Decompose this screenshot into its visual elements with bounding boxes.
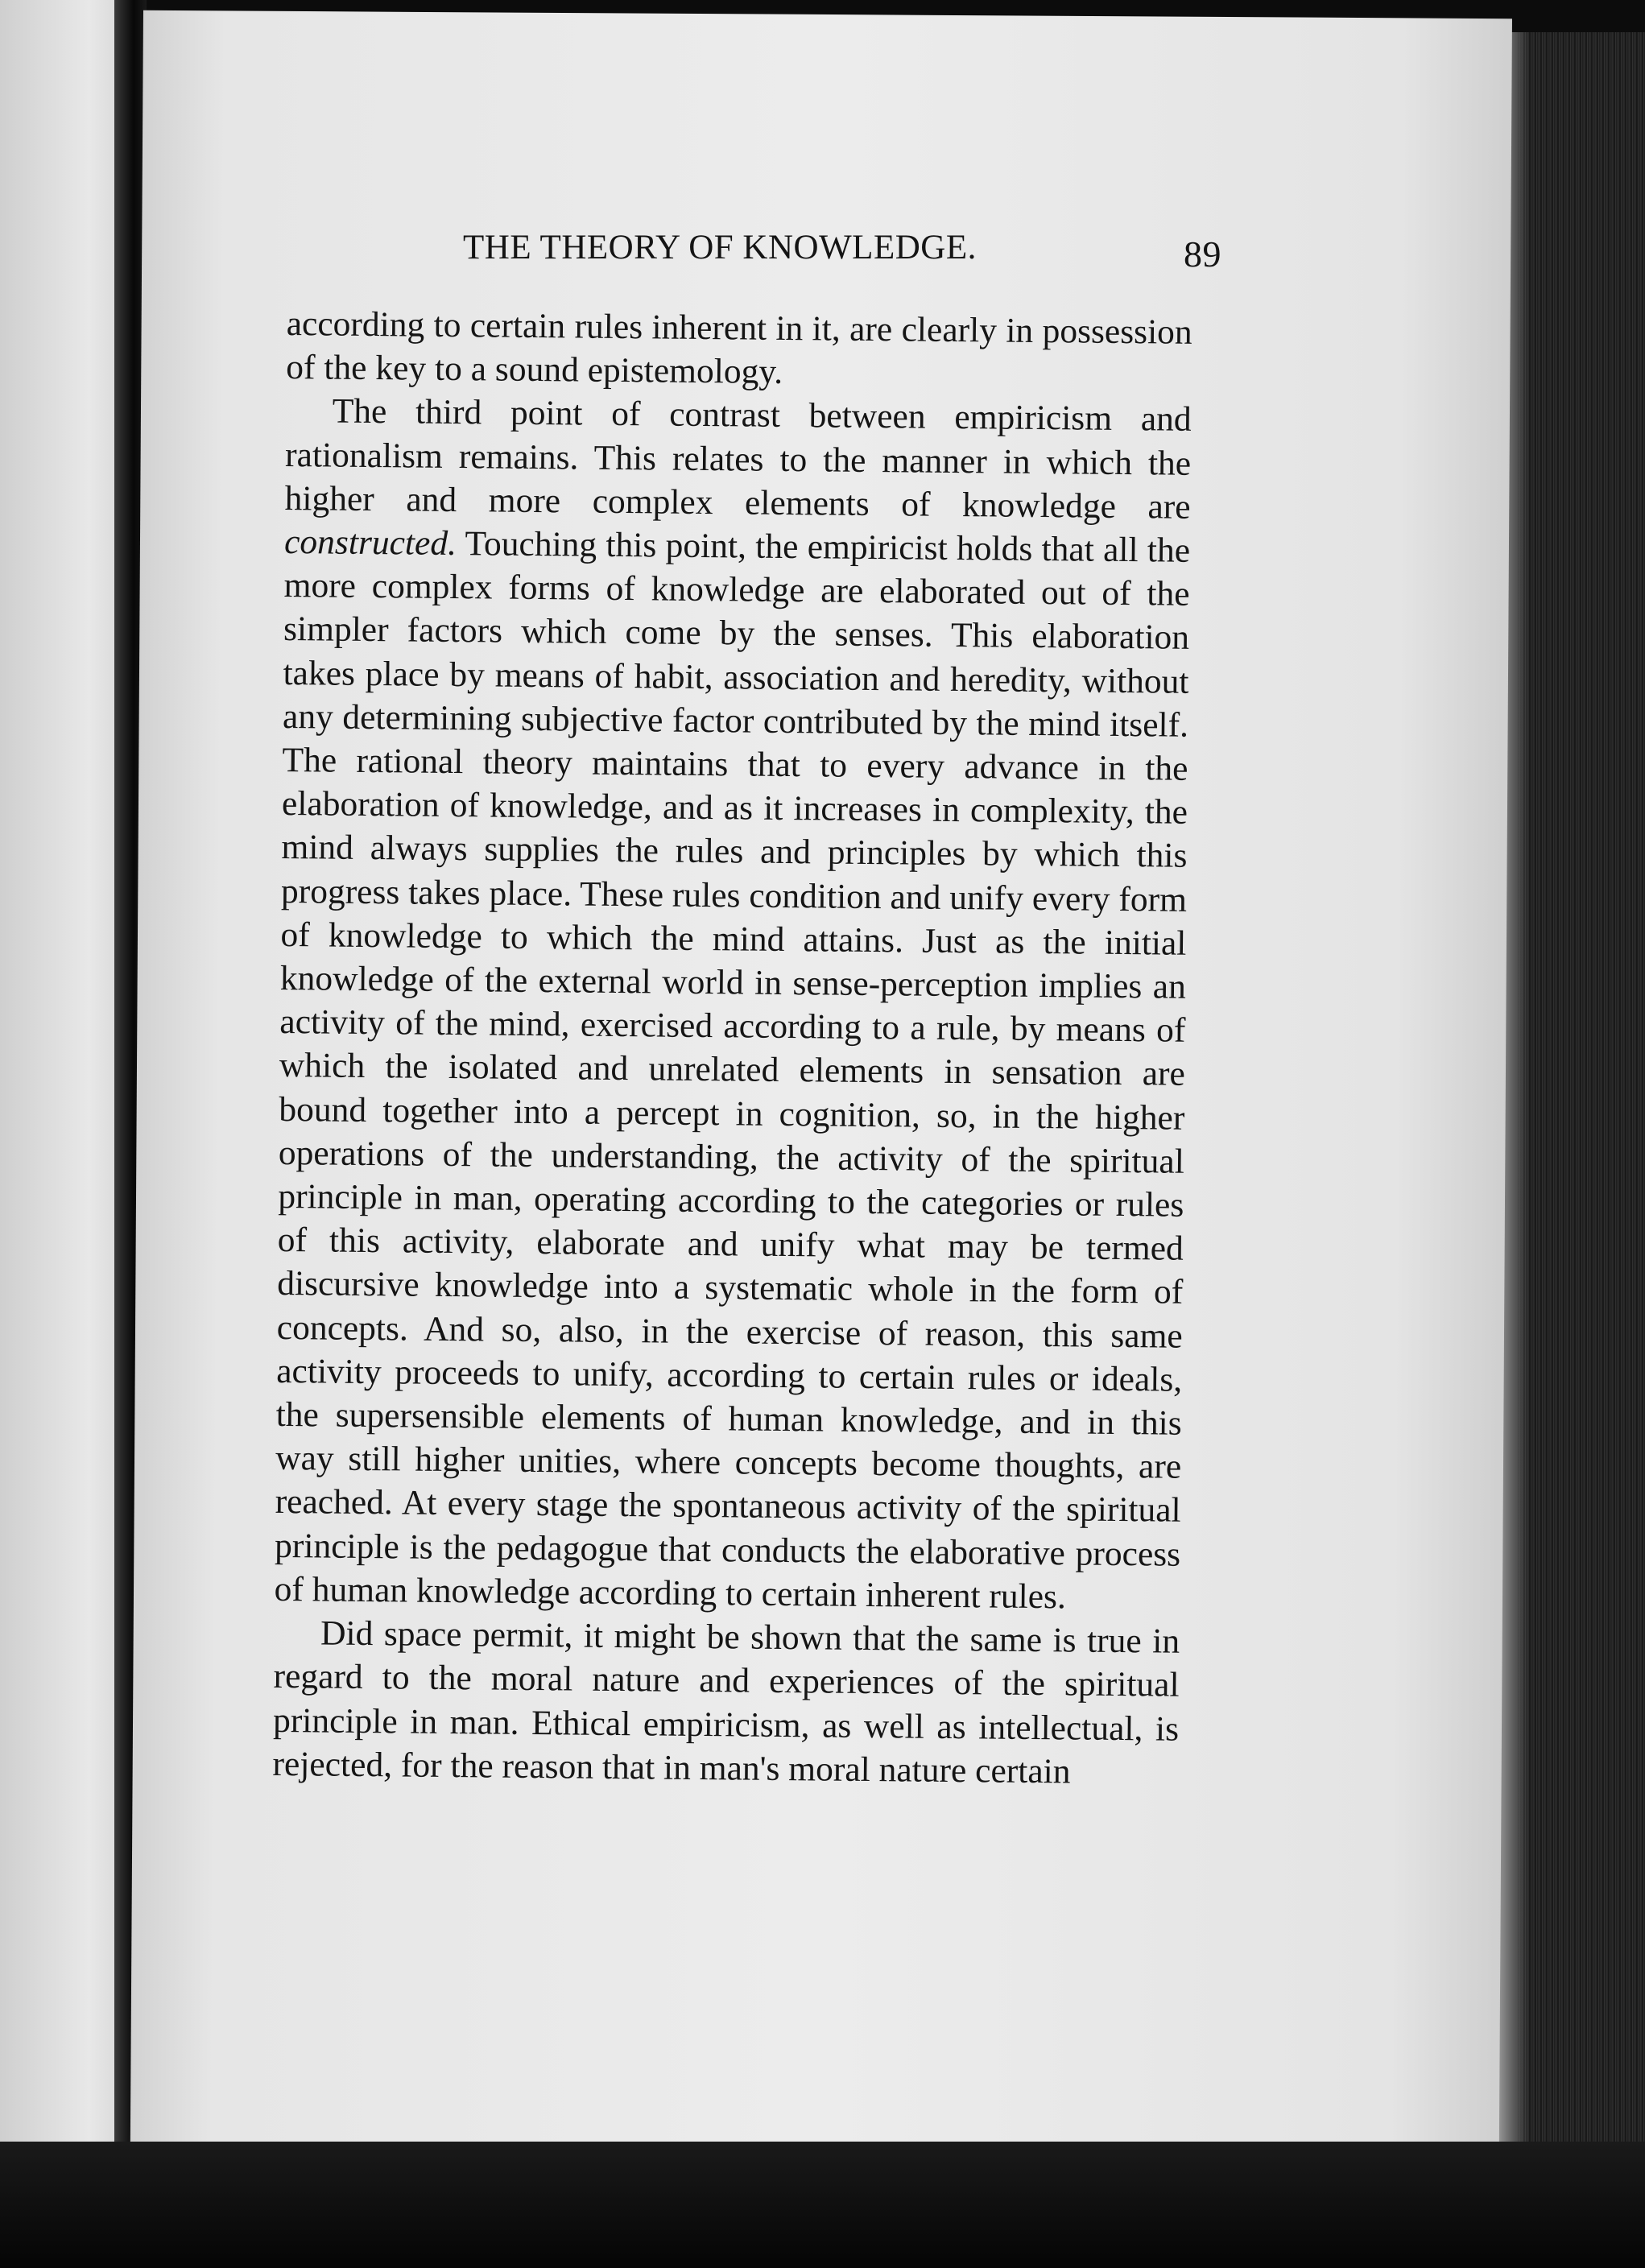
page-number: 89 [1184, 233, 1221, 275]
paragraph-3: Did space permit, it might be shown that the same is true in regard to the moral nature and experiences of the spiritual principle in man. Ethical empiricism, as well as intellectual, is rejected, for the reason that in man's moral nature certain [272, 1613, 1180, 1791]
facing-page-edge [0, 0, 127, 2166]
body-text [269, 302, 1192, 2114]
page-header [447, 228, 1236, 284]
page-block-edges [1498, 32, 1645, 2182]
paragraph-1: according to certain rules inherent in it, are clearly in possession of the key to a sound epistemology. [285, 304, 1192, 392]
running-head: THE THEORY OF KNOWLEDGE. [463, 229, 977, 266]
paragraph-2-part-1: The third point of contrast between empiricism and rationalism remains. This relates to the manner in which the higher and more complex elements of knowledge are [284, 391, 1192, 527]
italic-term: constructed. [283, 523, 457, 564]
bottom-shadow [0, 2142, 1645, 2268]
paragraph-2 [274, 389, 1192, 1619]
paragraph-2-part-2: Touching this point, the empiricist holds that all the more complex forms of knowledge are elaborated out of the simpler factors which come by the senses. This elaboration takes place by means of habit, association and heredity, without any determining subjective factor contributed by the mind itself. The rational theory maintains that to every advance in the elaboration of knowledge, and as it increases in complexity, the mind always supplies the rules and principles by which this progress takes place. These rules condition and unify every form of knowledge to which the mind attains. Just as the initial knowledge of the external world in sense-perception implies an activity of the mind, exercised according to a rule, by means of which the isolated and unrelated elements in sensation are bound together into a percept in cognition, so, in the higher operations of the understanding, the activity of the spiritual principle in man, operating according to the categories or rules of this activity, elaborate and unify what may be termed discursive knowledge into a systematic whole in the form of concepts. And so, also, in the exercise of reason, this same activity proceeds to unify, according to certain rules or ideals, the supersensible elements of human knowledge, and in this way still higher unities, where concepts become thoughts, are reached. At every stage the spontaneous activity of the spiritual principle is the pedagogue that conducts the elaborative process of human knowledge according to certain inherent rules. [274, 524, 1191, 1617]
